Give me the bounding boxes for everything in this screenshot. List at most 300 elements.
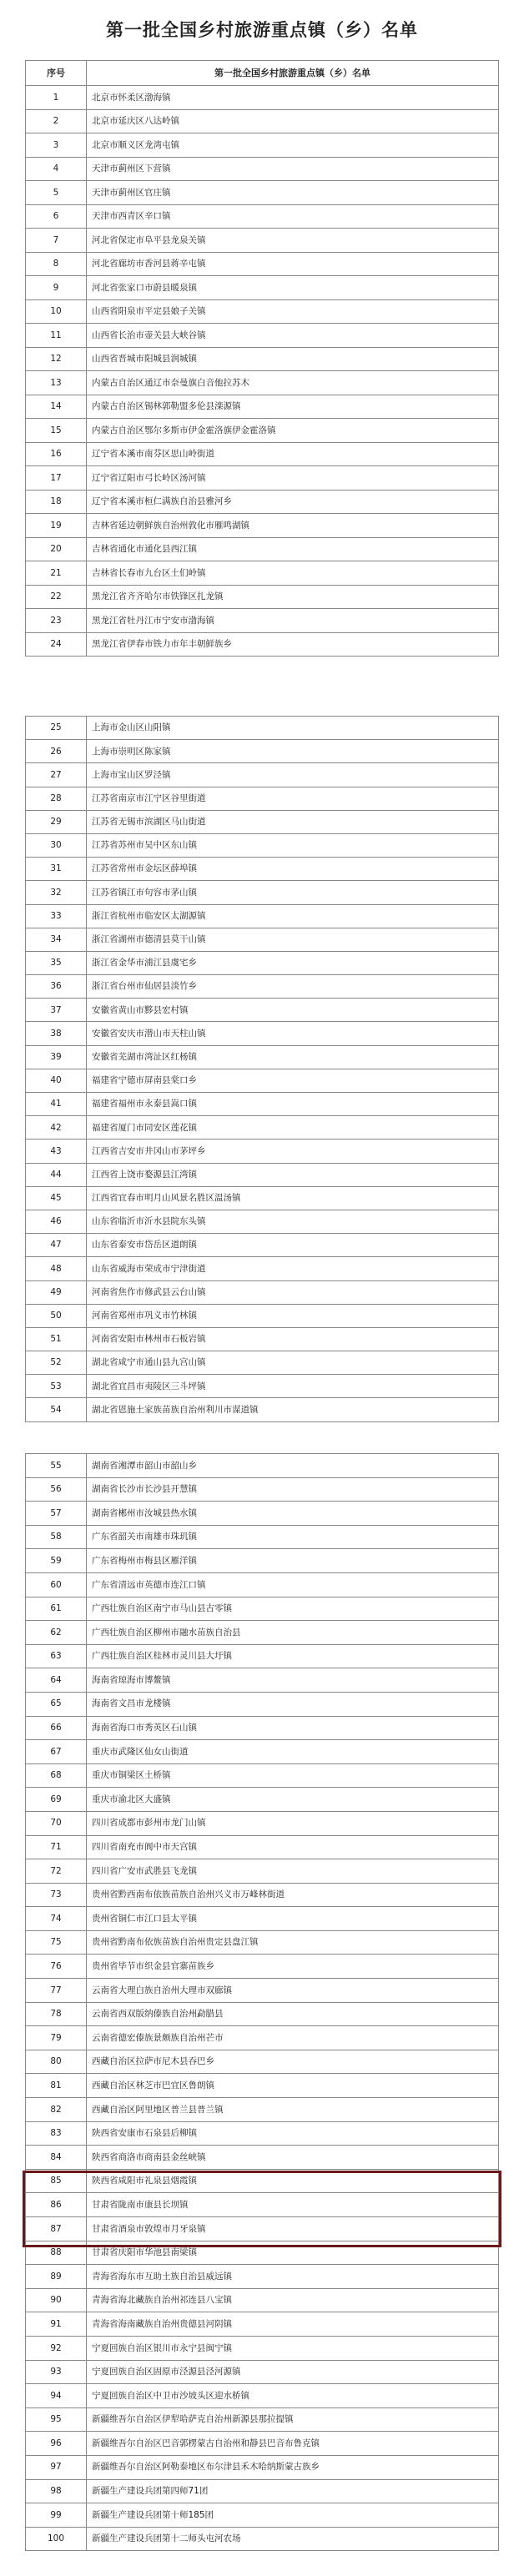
table-row <box>26 1186 499 1210</box>
row-name: 海南省文昌市龙楼镇 <box>87 1692 499 1716</box>
row-name: 新疆生产建设兵团第十二师头屯河农场 <box>87 2527 499 2551</box>
row-number: 28 <box>26 787 87 810</box>
row-number: 86 <box>26 2193 87 2217</box>
page-title: 第一批全国乡村旅游重点镇（乡）名单 <box>106 20 418 40</box>
row-name: 江西省宜春市明月山风景名胜区温汤镇 <box>87 1186 499 1210</box>
row-name: 山西省阳泉市平定县娘子关镇 <box>87 299 499 324</box>
row-number: 87 <box>26 2217 87 2241</box>
row-name: 湖南省湘潭市韶山市韶山乡 <box>87 1454 499 1478</box>
row-number: 10 <box>26 299 87 324</box>
row-name: 河北省保定市阜平县龙泉关镇 <box>87 229 499 253</box>
row-number: 55 <box>26 1454 87 1478</box>
table-row <box>26 490 499 514</box>
row-number: 89 <box>26 2265 87 2289</box>
table-row <box>26 2360 499 2384</box>
row-number: 85 <box>26 2169 87 2193</box>
table-row <box>26 229 499 253</box>
row-name: 宁夏回族自治区银川市永宁县闽宁镇 <box>87 2336 499 2360</box>
row-number: 42 <box>26 1116 87 1140</box>
row-name: 甘肃省酒泉市敦煌市月牙泉镇 <box>87 2217 499 2241</box>
row-name: 吉林省通化市通化县西江镇 <box>87 537 499 561</box>
table-row <box>26 1477 499 1502</box>
row-name: 青海省海东市互助土族自治县威远镇 <box>87 2265 499 2289</box>
row-name: 福建省福州市永泰县嵩口镇 <box>87 1093 499 1116</box>
row-name: 甘肃省庆阳市华池县南梁镇 <box>87 2241 499 2265</box>
table-row <box>26 1351 499 1375</box>
table-row <box>26 2312 499 2337</box>
table-row <box>26 1327 499 1351</box>
row-name: 天津市蓟州区下营镇 <box>87 157 499 181</box>
list-table-part-2 <box>25 716 499 1422</box>
table-row <box>26 2002 499 2026</box>
header-number: 序号 <box>26 61 87 86</box>
row-number: 30 <box>26 833 87 857</box>
row-name: 江苏省镇江市句容市茅山镇 <box>87 881 499 904</box>
table-row <box>26 1621 499 1645</box>
row-number: 59 <box>26 1549 87 1573</box>
table-row <box>26 466 499 491</box>
table-row <box>26 1859 499 1884</box>
row-number: 53 <box>26 1375 87 1398</box>
row-number: 6 <box>26 204 87 229</box>
table-row <box>26 810 499 833</box>
table-row <box>26 2098 499 2122</box>
row-name: 上海市崇明区陈家镇 <box>87 740 499 763</box>
row-name: 江苏省苏州市吴中区东山镇 <box>87 833 499 857</box>
row-name: 河南省安阳市林州市石板岩镇 <box>87 1327 499 1351</box>
table-row <box>26 1163 499 1186</box>
table-row <box>26 609 499 633</box>
row-number: 19 <box>26 514 87 538</box>
row-name: 贵州省黔南布依族苗族自治州贵定县盘江镇 <box>87 1930 499 1955</box>
row-number: 70 <box>26 1811 87 1835</box>
row-name: 福建省厦门市同安区莲花镇 <box>87 1116 499 1140</box>
table-row <box>26 514 499 538</box>
row-name: 陕西省商洛市商南县金丝峡镇 <box>87 2146 499 2170</box>
table-row <box>26 276 499 300</box>
table-row <box>26 999 499 1022</box>
table-row <box>26 1116 499 1140</box>
row-number: 72 <box>26 1859 87 1884</box>
row-number: 79 <box>26 2026 87 2050</box>
table-row <box>26 2169 499 2193</box>
row-name: 江苏省南京市江宁区谷里街道 <box>87 787 499 810</box>
table-row <box>26 395 499 419</box>
row-name: 青海省海北藏族自治州祁连县八宝镇 <box>87 2288 499 2312</box>
row-number: 78 <box>26 2002 87 2026</box>
row-name: 山东省泰安市岱岳区道朗镇 <box>87 1234 499 1257</box>
row-number: 83 <box>26 2121 87 2146</box>
row-number: 7 <box>26 229 87 253</box>
row-name: 四川省广安市武胜县飞龙镇 <box>87 1859 499 1884</box>
row-number: 34 <box>26 928 87 951</box>
row-name: 吉林省延边朝鲜族自治州敦化市雁鸣湖镇 <box>87 514 499 538</box>
table-row <box>26 928 499 951</box>
table-row <box>26 833 499 857</box>
table-row <box>26 2336 499 2360</box>
row-name: 贵州省毕节市织金县官寨苗族乡 <box>87 1955 499 1979</box>
row-number: 5 <box>26 181 87 205</box>
row-name: 江苏省无锡市滨湖区马山街道 <box>87 810 499 833</box>
row-name: 广西壮族自治区桂林市灵川县大圩镇 <box>87 1644 499 1668</box>
row-name: 青海省海南藏族自治州贵德县河阴镇 <box>87 2312 499 2337</box>
row-name: 天津市西青区辛口镇 <box>87 204 499 229</box>
table-row <box>26 561 499 586</box>
table-row <box>26 717 499 740</box>
table-row <box>26 181 499 205</box>
row-number: 14 <box>26 395 87 419</box>
table-row <box>26 1069 499 1092</box>
table-row <box>26 1716 499 1740</box>
table-row <box>26 1597 499 1621</box>
row-number: 98 <box>26 2479 87 2503</box>
row-name: 新疆生产建设兵团第十师185团 <box>87 2503 499 2528</box>
table-row <box>26 951 499 974</box>
row-number: 35 <box>26 951 87 974</box>
row-number: 2 <box>26 109 87 133</box>
row-name: 上海市金山区山阳镇 <box>87 717 499 740</box>
table-row <box>26 109 499 133</box>
table-row <box>26 204 499 229</box>
table-row <box>26 2503 499 2528</box>
table-row <box>26 632 499 657</box>
row-name: 天津市蓟州区官庄镇 <box>87 181 499 205</box>
table-header-row <box>26 61 499 86</box>
row-number: 93 <box>26 2360 87 2384</box>
table-row <box>26 1234 499 1257</box>
row-number: 52 <box>26 1351 87 1375</box>
table-row <box>26 252 499 276</box>
table-row <box>26 1045 499 1069</box>
table-row <box>26 1811 499 1835</box>
table-row <box>26 1883 499 1907</box>
row-number: 65 <box>26 1692 87 1716</box>
row-name: 黑龙江省牡丹江市宁安市渤海镇 <box>87 609 499 633</box>
table-row <box>26 1668 499 1693</box>
table-row <box>26 419 499 443</box>
row-name: 河北省廊坊市香河县蒋辛屯镇 <box>87 252 499 276</box>
table-row <box>26 2432 499 2456</box>
row-name: 新疆维吾尔自治区巴音郭楞蒙古自治州和静县巴音布鲁克镇 <box>87 2432 499 2456</box>
row-number: 58 <box>26 1525 87 1549</box>
row-number: 60 <box>26 1572 87 1597</box>
row-number: 63 <box>26 1644 87 1668</box>
table-row <box>26 763 499 787</box>
row-number: 13 <box>26 371 87 395</box>
table-row <box>26 1210 499 1233</box>
table-row <box>26 1692 499 1716</box>
row-number: 95 <box>26 2407 87 2432</box>
row-number: 18 <box>26 490 87 514</box>
row-name: 重庆市渝北区大盛镇 <box>87 1788 499 1812</box>
table-row <box>26 1257 499 1280</box>
row-name: 上海市宝山区罗泾镇 <box>87 763 499 787</box>
row-name: 甘肃省陇南市康县长坝镇 <box>87 2193 499 2217</box>
table-row <box>26 1022 499 1045</box>
table-row <box>26 1549 499 1573</box>
row-name: 重庆市铜梁区土桥镇 <box>87 1763 499 1788</box>
row-name: 山西省长治市壶关县大峡谷镇 <box>87 324 499 348</box>
row-name: 湖北省宜昌市夷陵区三斗坪镇 <box>87 1375 499 1398</box>
table-row <box>26 347 499 371</box>
table-row <box>26 324 499 348</box>
row-number: 37 <box>26 999 87 1022</box>
row-number: 88 <box>26 2241 87 2265</box>
row-number: 24 <box>26 632 87 657</box>
row-number: 32 <box>26 881 87 904</box>
table-row <box>26 1280 499 1304</box>
row-number: 64 <box>26 1668 87 1693</box>
table-row <box>26 904 499 928</box>
row-name: 海南省琼海市博鳌镇 <box>87 1668 499 1693</box>
row-name: 广西壮族自治区柳州市融水苗族自治县 <box>87 1621 499 1645</box>
row-number: 51 <box>26 1327 87 1351</box>
table-row <box>26 1835 499 1859</box>
table-row <box>26 1375 499 1398</box>
row-number: 29 <box>26 810 87 833</box>
row-name: 贵州省铜仁市江口县太平镇 <box>87 1907 499 1931</box>
table-row <box>26 1644 499 1668</box>
table-row <box>26 2455 499 2479</box>
row-name: 辽宁省本溪市南芬区思山岭街道 <box>87 442 499 466</box>
row-number: 75 <box>26 1930 87 1955</box>
list-table-part-1 <box>25 60 499 657</box>
table-row <box>26 1304 499 1327</box>
table-row <box>26 86 499 110</box>
table-row <box>26 2026 499 2050</box>
row-name: 广西壮族自治区南宁市马山县古零镇 <box>87 1597 499 1621</box>
table-row <box>26 881 499 904</box>
row-number: 20 <box>26 537 87 561</box>
row-number: 81 <box>26 2074 87 2098</box>
row-number: 76 <box>26 1955 87 1979</box>
table-row <box>26 1398 499 1421</box>
row-number: 40 <box>26 1069 87 1092</box>
row-number: 38 <box>26 1022 87 1045</box>
row-name: 浙江省杭州市临安区太湖源镇 <box>87 904 499 928</box>
row-name: 山西省晋城市阳城县润城镇 <box>87 347 499 371</box>
row-name: 浙江省金华市浦江县虞宅乡 <box>87 951 499 974</box>
table-row <box>26 1525 499 1549</box>
row-name: 安徽省芜湖市湾沚区红杨镇 <box>87 1045 499 1069</box>
row-name: 北京市怀柔区渤海镇 <box>87 86 499 110</box>
row-name: 黑龙江省伊春市铁力市年丰朝鲜族乡 <box>87 632 499 657</box>
row-name: 安徽省黄山市黟县宏村镇 <box>87 999 499 1022</box>
row-number: 84 <box>26 2146 87 2170</box>
table-row <box>26 585 499 609</box>
row-number: 41 <box>26 1093 87 1116</box>
row-number: 68 <box>26 1763 87 1788</box>
row-name: 新疆维吾尔自治区伊犁哈萨克自治州新源县那拉提镇 <box>87 2407 499 2432</box>
row-name: 陕西省咸阳市礼泉县烟霞镇 <box>87 2169 499 2193</box>
row-name: 新疆维吾尔自治区阿勒泰地区布尔津县禾木哈纳斯蒙古族乡 <box>87 2455 499 2479</box>
row-number: 50 <box>26 1304 87 1327</box>
row-name: 四川省成都市彭州市龙门山镇 <box>87 1811 499 1835</box>
row-name: 湖南省长沙市长沙县开慧镇 <box>87 1477 499 1502</box>
row-number: 91 <box>26 2312 87 2337</box>
table-row <box>26 2265 499 2289</box>
row-number: 25 <box>26 717 87 740</box>
row-number: 57 <box>26 1502 87 1526</box>
row-name: 云南省西双版纳傣族自治州勐腊县 <box>87 2002 499 2026</box>
table-row <box>26 1454 499 1478</box>
table-row <box>26 371 499 395</box>
row-name: 辽宁省辽阳市弓长岭区汤河镇 <box>87 466 499 491</box>
row-name: 江西省吉安市井冈山市茅坪乡 <box>87 1140 499 1163</box>
table-row <box>26 2527 499 2551</box>
row-name: 北京市顺义区龙湾屯镇 <box>87 133 499 158</box>
table-row <box>26 2193 499 2217</box>
row-number: 45 <box>26 1186 87 1210</box>
row-name: 内蒙古自治区锡林郭勒盟多伦县滦源镇 <box>87 395 499 419</box>
row-name: 海南省海口市秀英区石山镇 <box>87 1716 499 1740</box>
row-number: 44 <box>26 1163 87 1186</box>
table-row <box>26 442 499 466</box>
row-name: 广东省清远市英德市连江口镇 <box>87 1572 499 1597</box>
row-name: 河北省张家口市蔚县暖泉镇 <box>87 276 499 300</box>
row-number: 90 <box>26 2288 87 2312</box>
table-row <box>26 2479 499 2503</box>
table-row <box>26 740 499 763</box>
table-row <box>26 1907 499 1931</box>
row-number: 36 <box>26 975 87 999</box>
row-name: 贵州省黔西南布依族苗族自治州兴义市万峰林街道 <box>87 1883 499 1907</box>
row-number: 46 <box>26 1210 87 1233</box>
row-number: 48 <box>26 1257 87 1280</box>
table-row <box>26 537 499 561</box>
row-name: 四川省南充市阆中市天宫镇 <box>87 1835 499 1859</box>
table-row <box>26 1979 499 2003</box>
row-name: 新疆生产建设兵团第四师71团 <box>87 2479 499 2503</box>
table-row <box>26 2121 499 2146</box>
row-name: 陕西省安康市石泉县后柳镇 <box>87 2121 499 2146</box>
row-name: 西藏自治区林芝市巴宜区鲁朗镇 <box>87 2074 499 2098</box>
row-name: 浙江省台州市仙居县淡竹乡 <box>87 975 499 999</box>
row-number: 96 <box>26 2432 87 2456</box>
row-number: 17 <box>26 466 87 491</box>
row-name: 湖北省咸宁市通山县九宫山镇 <box>87 1351 499 1375</box>
row-name: 云南省大理白族自治州大理市双廊镇 <box>87 1979 499 2003</box>
row-name: 黑龙江省齐齐哈尔市铁锋区扎龙镇 <box>87 585 499 609</box>
row-name: 内蒙古自治区通辽市奈曼旗白音他拉苏木 <box>87 371 499 395</box>
row-number: 31 <box>26 858 87 881</box>
row-number: 99 <box>26 2503 87 2528</box>
row-number: 97 <box>26 2455 87 2479</box>
row-number: 92 <box>26 2336 87 2360</box>
row-number: 73 <box>26 1883 87 1907</box>
table-row <box>26 1930 499 1955</box>
table-row <box>26 2241 499 2265</box>
list-table-part-3 <box>25 1453 499 2551</box>
header-name: 第一批全国乡村旅游重点镇（乡）名单 <box>87 61 499 86</box>
row-name: 辽宁省本溪市桓仁满族自治县雅河乡 <box>87 490 499 514</box>
row-number: 26 <box>26 740 87 763</box>
table-row <box>26 858 499 881</box>
row-number: 27 <box>26 763 87 787</box>
row-name: 浙江省湖州市德清县莫干山镇 <box>87 928 499 951</box>
table-row <box>26 2146 499 2170</box>
row-name: 广东省梅州市梅县区雁洋镇 <box>87 1549 499 1573</box>
table-row <box>26 1788 499 1812</box>
table-row <box>26 2384 499 2408</box>
table-row <box>26 133 499 158</box>
table-row <box>26 1955 499 1979</box>
row-number: 21 <box>26 561 87 586</box>
row-number: 23 <box>26 609 87 633</box>
row-number: 67 <box>26 1740 87 1764</box>
table-row <box>26 1093 499 1116</box>
row-number: 71 <box>26 1835 87 1859</box>
row-number: 100 <box>26 2527 87 2551</box>
row-name: 内蒙古自治区鄂尔多斯市伊金霍洛旗伊金霍洛镇 <box>87 419 499 443</box>
row-number: 82 <box>26 2098 87 2122</box>
row-name: 河南省焦作市修武县云台山镇 <box>87 1280 499 1304</box>
row-number: 3 <box>26 133 87 158</box>
row-number: 56 <box>26 1477 87 1502</box>
row-number: 12 <box>26 347 87 371</box>
row-name: 北京市延庆区八达岭镇 <box>87 109 499 133</box>
row-number: 54 <box>26 1398 87 1421</box>
row-name: 重庆市武隆区仙女山街道 <box>87 1740 499 1764</box>
row-name: 河南省郑州市巩义市竹林镇 <box>87 1304 499 1327</box>
row-number: 39 <box>26 1045 87 1069</box>
row-number: 15 <box>26 419 87 443</box>
table-row <box>26 1140 499 1163</box>
table-row <box>26 157 499 181</box>
table-row <box>26 1763 499 1788</box>
row-name: 宁夏回族自治区中卫市沙坡头区迎水桥镇 <box>87 2384 499 2408</box>
row-name: 宁夏回族自治区固原市泾源县泾河源镇 <box>87 2360 499 2384</box>
row-name: 山东省威海市荣成市宁津街道 <box>87 1257 499 1280</box>
row-name: 福建省宁德市屏南县棠口乡 <box>87 1069 499 1092</box>
row-name: 广东省韶关市南雄市珠玑镇 <box>87 1525 499 1549</box>
row-number: 33 <box>26 904 87 928</box>
row-number: 77 <box>26 1979 87 2003</box>
row-number: 69 <box>26 1788 87 1812</box>
table-row <box>26 1740 499 1764</box>
row-number: 66 <box>26 1716 87 1740</box>
row-name: 湖南省郴州市汝城县热水镇 <box>87 1502 499 1526</box>
table-row <box>26 2407 499 2432</box>
row-number: 9 <box>26 276 87 300</box>
row-name: 江西省上饶市婺源县江湾镇 <box>87 1163 499 1186</box>
table-row <box>26 2217 499 2241</box>
row-number: 74 <box>26 1907 87 1931</box>
table-row <box>26 2050 499 2074</box>
row-name: 山东省临沂市沂水县院东头镇 <box>87 1210 499 1233</box>
row-number: 8 <box>26 252 87 276</box>
row-number: 62 <box>26 1621 87 1645</box>
row-name: 西藏自治区阿里地区普兰县普兰镇 <box>87 2098 499 2122</box>
row-number: 1 <box>26 86 87 110</box>
table-row <box>26 787 499 810</box>
table-row <box>26 1572 499 1597</box>
row-name: 吉林省长春市九台区土们岭镇 <box>87 561 499 586</box>
row-name: 湖北省恩施土家族苗族自治州利川市谋道镇 <box>87 1398 499 1421</box>
row-number: 94 <box>26 2384 87 2408</box>
row-number: 47 <box>26 1234 87 1257</box>
table-row <box>26 975 499 999</box>
row-number: 49 <box>26 1280 87 1304</box>
row-number: 43 <box>26 1140 87 1163</box>
table-row <box>26 1502 499 1526</box>
row-number: 61 <box>26 1597 87 1621</box>
row-name: 西藏自治区拉萨市尼木县吞巴乡 <box>87 2050 499 2074</box>
table-row <box>26 2074 499 2098</box>
row-number: 80 <box>26 2050 87 2074</box>
table-row <box>26 2288 499 2312</box>
row-name: 安徽省安庆市潜山市天柱山镇 <box>87 1022 499 1045</box>
